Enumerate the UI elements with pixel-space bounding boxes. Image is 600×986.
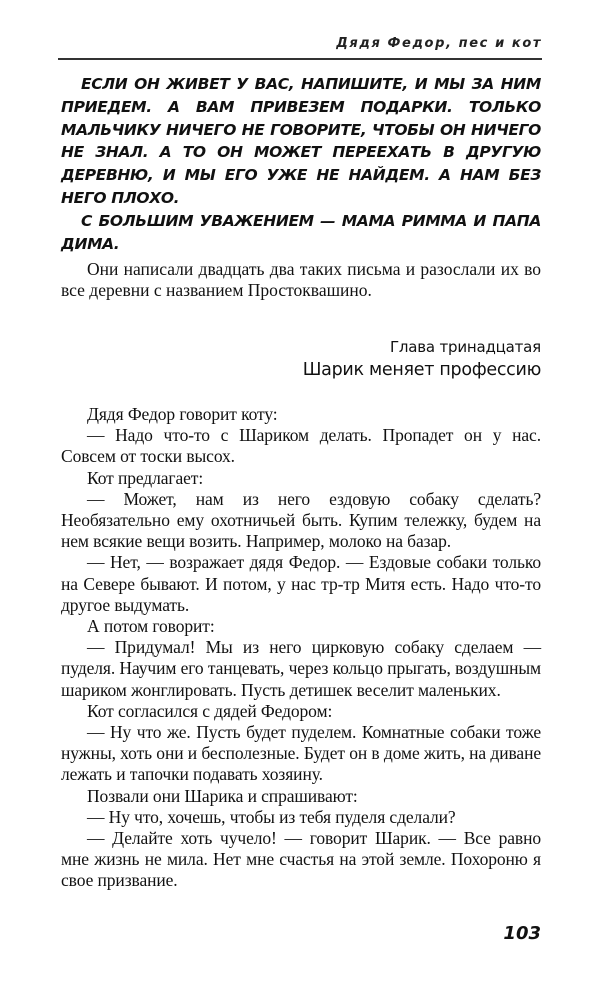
letter-block [61, 73, 541, 255]
header-rule [58, 58, 542, 60]
letter-signature: С БОЛЬШИМ УВАЖЕНИЕМ — МАМА РИММА И ПАПА ДИМА. [61, 211, 541, 253]
story-paragraph: — Нет, — возражает дядя Федор. — Ездовые собаки только на Севере бывают. И потом, у нас тр-тр Митя есть. Надо что-то другое выдумать. [61, 552, 541, 615]
story-paragraph: Позвали они Шарика и спрашивают: [87, 785, 358, 806]
story-paragraph: — Ну что же. Пусть будет пуделем. Комнатные собаки тоже нужны, хоть они и бесполезные. Будет он в доме жить, на диване лежать и тапочки подавать хозяину. [61, 722, 541, 785]
story-text [61, 404, 541, 892]
chapter-title: Шарик меняет профессию [302, 360, 541, 380]
chapter-number: Глава тринадцатая [389, 338, 541, 356]
page-number: 103 [503, 923, 541, 944]
narrative-block [61, 259, 541, 301]
story-paragraph: — Надо что-то с Шариком делать. Пропадет он у нас. Совсем от тоски высох. [61, 425, 541, 467]
story-paragraph: — Придумал! Мы из него цирковую собаку сделаем — пуделя. Научим его танцевать, через кольцо прыгать, воздушным шариком жонглировать. Пусть детишек веселит маленьких. [61, 637, 541, 700]
story-paragraph: — Может, нам из него ездовую собаку сделать? Необязательно ему охотничьей быть. Купим тележку, будем на нем всякие вещи возить. Например, молоко на базар. [61, 488, 541, 552]
story-paragraph: А потом говорит: [87, 616, 215, 637]
narrative-paragraph: Они написали двадцать два таких письма и разослали их во все деревни с названием Простоквашино. [61, 259, 541, 301]
story-paragraph: — Делайте хоть чучело! — говорит Шарик. — Все равно мне жизнь не мила. Нет мне счастья на этой земле. Похороню я свое призвание. [61, 828, 541, 891]
story-paragraph: Кот предлагает: [87, 467, 204, 488]
story-paragraph: — Ну что, хочешь, чтобы из тебя пуделя сделали? [87, 806, 456, 827]
running-head: Дядя Федор, пес и кот [336, 36, 542, 51]
story-paragraph: Дядя Федор говорит коту: [87, 404, 278, 424]
chapter-heading [303, 337, 541, 382]
letter-body: ЕСЛИ ОН ЖИВЕТ У ВАС, НАПИШИТЕ, И МЫ ЗА НИМ ПРИЕДЕМ. А ВАМ ПРИВЕЗЕМ ПОДАРКИ. ТОЛЬКО МАЛЬЧИКУ НИЧЕГО НЕ ГОВОРИТЕ, ЧТОБЫ ОН НИЧЕГО НЕ ЗНАЛ. А ТО ОН МОЖЕТ ПЕРЕЕХАТЬ В ДРУГУЮ ДЕРЕВНЮ, И МЫ ЕГО УЖЕ НЕ НАЙДЕМ. А НАМ БЕЗ НЕГО ПЛОХО. [61, 75, 541, 207]
story-paragraph: Кот согласился с дядей Федором: [87, 700, 333, 721]
